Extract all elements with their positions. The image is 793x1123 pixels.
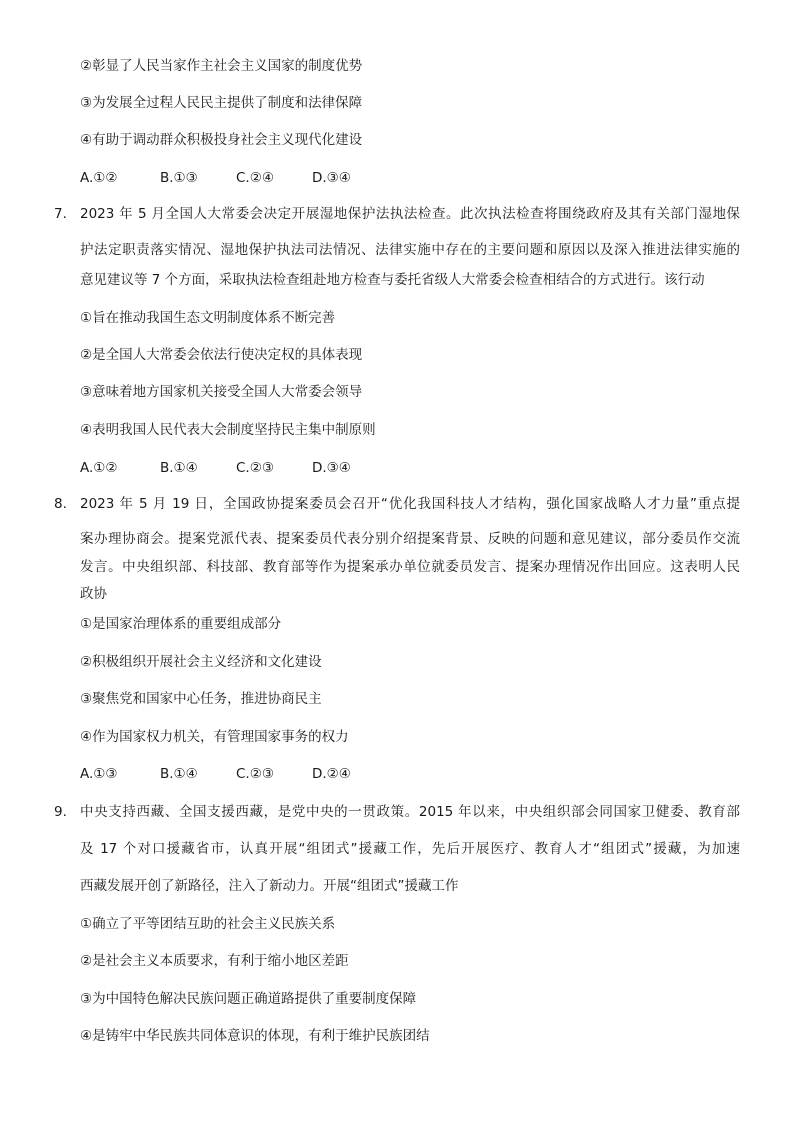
q6-choice-c: C.②④ xyxy=(236,170,274,186)
q8-choice-c: C.②③ xyxy=(236,766,274,782)
q8-stem-line-3: 发言。中央组织部、科技部、教育部等作为提案承办单位就委员发言、提案办理情况作出回应。这表明人民 xyxy=(80,559,740,575)
q7-choice-b: B.①④ xyxy=(160,460,198,476)
q7-choice-c: C.②③ xyxy=(236,460,274,476)
q9-option-4: ④是铸牢中华民族共同体意识的体现，有利于维护民族团结 xyxy=(80,1028,430,1044)
q7-choice-a: A.①② xyxy=(80,460,118,476)
q8-choices xyxy=(80,768,351,782)
q6-option-3: ③为发展全过程人民民主提供了制度和法律保障 xyxy=(80,95,363,111)
q7-choices xyxy=(80,462,351,476)
q6-choice-b: B.①③ xyxy=(160,170,198,186)
q8-option-4: ④作为国家权力机关，有管理国家事务的权力 xyxy=(80,729,349,745)
q7-option-3: ③意味着地方国家机关接受全国人大常委会领导 xyxy=(80,384,363,400)
q8-number: 8. xyxy=(54,496,67,512)
q8-option-2: ②积极组织开展社会主义经济和文化建设 xyxy=(80,654,322,670)
q6-choice-d: D.③④ xyxy=(312,170,351,186)
q7-stem-line-1: 2023 年 5 月全国人大常委会决定开展湿地保护法执法检查。此次执法检查将围绕政府及其有关部门湿地保 xyxy=(80,206,740,222)
q6-choice-a: A.①② xyxy=(80,170,118,186)
q9-stem-line-2: 及 17 个对口援藏省市，认真开展“组团式”援藏工作，先后开展医疗、教育人才“组团式”援藏，为加速 xyxy=(80,841,740,857)
q7-option-4: ④表明我国人民代表大会制度坚持民主集中制原则 xyxy=(80,422,376,438)
q6-option-2: ②彰显了人民当家作主社会主义国家的制度优势 xyxy=(80,58,363,74)
q7-number: 7. xyxy=(54,206,67,222)
q8-stem-line-2: 案办理协商会。提案党派代表、提案委员代表分别介绍提案背景、反映的问题和意见建议，部分委员作交流 xyxy=(80,531,740,547)
q9-stem-line-1: 中央支持西藏、全国支援西藏，是党中央的一贯政策。2015 年以来，中央组织部会同国家卫健委、教育部 xyxy=(80,804,740,820)
q8-stem-line-4: 政协 xyxy=(80,586,107,602)
q9-option-3: ③为中国特色解决民族问题正确道路提供了重要制度保障 xyxy=(80,991,417,1007)
q8-choice-a: A.①③ xyxy=(80,766,118,782)
q7-option-2: ②是全国人大常委会依法行使决定权的具体表现 xyxy=(80,347,363,363)
q8-choice-b: B.①④ xyxy=(160,766,198,782)
q8-stem-line-1: 2023 年 5 月 19 日，全国政协提案委员会召开“优化我国科技人才结构，强化国家战略人才力量”重点提 xyxy=(80,496,740,512)
q7-stem-line-2: 护法定职责落实情况、湿地保护执法司法情况、法律实施中存在的主要问题和原因以及深入推进法律实施的 xyxy=(80,242,740,258)
q7-stem-line-3: 意见建议等 7 个方面，采取执法检查组赴地方检查与委托省级人大常委会检查相结合的方式进行。该行动 xyxy=(80,272,705,288)
q6-choices xyxy=(80,172,351,186)
q9-option-1: ①确立了平等团结互助的社会主义民族关系 xyxy=(80,916,336,932)
q9-number: 9. xyxy=(54,804,67,820)
q8-option-1: ①是国家治理体系的重要组成部分 xyxy=(80,616,282,632)
q8-option-3: ③聚焦党和国家中心任务，推进协商民主 xyxy=(80,691,322,707)
q9-stem-line-3: 西藏发展开创了新路径，注入了新动力。开展“组团式”援藏工作 xyxy=(80,878,459,894)
q7-option-1: ①旨在推动我国生态文明制度体系不断完善 xyxy=(80,310,336,326)
q8-choice-d: D.②④ xyxy=(312,766,351,782)
q6-option-4: ④有助于调动群众积极投身社会主义现代化建设 xyxy=(80,132,363,148)
q7-choice-d: D.③④ xyxy=(312,460,351,476)
q9-option-2: ②是社会主义本质要求，有利于缩小地区差距 xyxy=(80,953,349,969)
